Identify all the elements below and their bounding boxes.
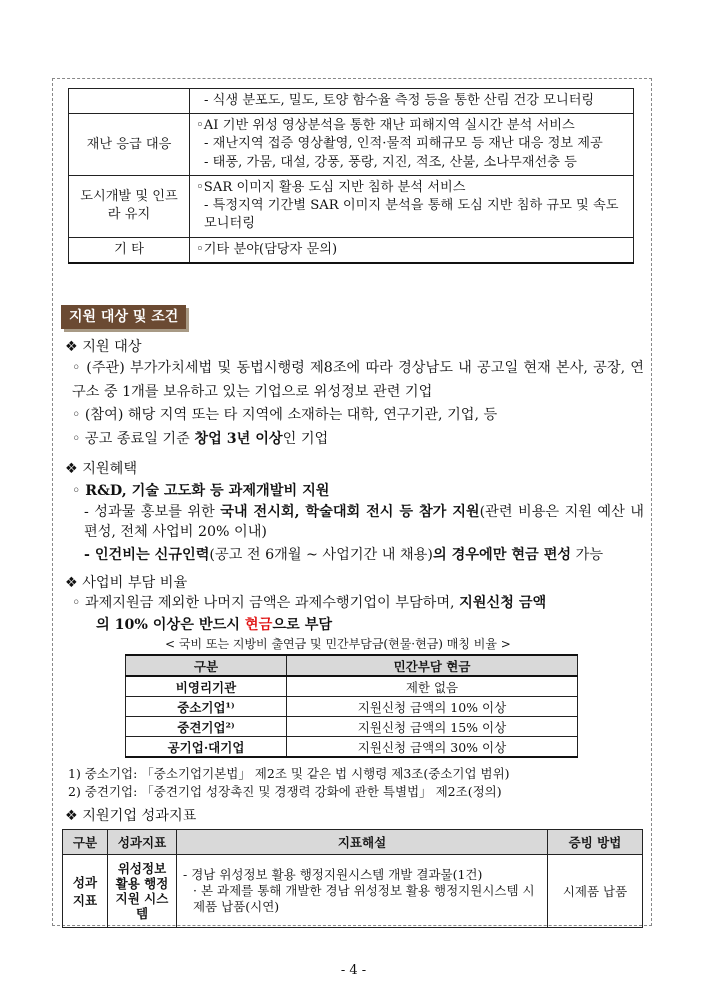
table-cell: 지원신청 금액의 10% 이상: [287, 697, 578, 717]
text: 인 기업: [282, 431, 329, 447]
service-table: [68, 88, 634, 264]
table-cell: 비영리기관: [126, 676, 287, 697]
description-line: - 재난지역 접증 영상촬영, 인적·물적 피해규모 등 재난 대응 정보 제공: [204, 136, 603, 152]
text-bold: 의 10% 이상은 반드시: [96, 617, 245, 633]
target-item-3: [72, 428, 328, 448]
matching-ratio-table: [125, 654, 578, 758]
text: ◦ 공고 종료일 기준: [72, 431, 195, 447]
text-bold: 의 경우에만 현금 편성: [432, 547, 572, 563]
text: ◦ 과제지원금 제외한 나머지 금액은 과제수행기업이 부담하며,: [72, 595, 460, 611]
header-cell: 민간부담 현금: [287, 655, 578, 676]
benefit-item-1: ◦ R&D, 기술 고도화 등 과제개발비 지원: [72, 483, 330, 499]
description-line: ◦AI 기반 위성 영상분석을 통한 재난 피해지역 실시간 분석 서비스: [196, 118, 575, 134]
table-row: [69, 175, 634, 237]
description-line: - 특정지역 기간별 SAR 이미지 분석을 통해 도심 지반 침하 규모 및 속도 모니터링: [204, 198, 619, 232]
table-cell: 제한 없음: [287, 676, 578, 697]
benefit-heading: ❖ 지원혜택: [65, 461, 138, 477]
header-cell: 성과지표: [108, 830, 177, 855]
table-row: [126, 717, 578, 737]
description-line: ◦SAR 이미지 활용 도심 지반 침하 분석 서비스: [196, 179, 466, 195]
description-cell: [190, 175, 634, 237]
table-cell: 시제품 납품: [548, 855, 643, 928]
description-line: · 본 과제를 통해 개발한 경남 위성정보 활용 행정지원시스템 시제품 납품(시연): [193, 882, 535, 915]
table-row: [126, 697, 578, 717]
benefit-sub-2: [84, 544, 603, 564]
text: (공고 전 6개월 ~ 사업기간 내 채용): [209, 547, 433, 563]
text-highlight: 현금: [244, 617, 273, 633]
benefit-sub-1: [84, 502, 644, 542]
table-cell: 지원신청 금액의 30% 이상: [287, 737, 578, 758]
cost-line-2: [96, 614, 332, 634]
table-row: [69, 89, 634, 114]
header-cell: 증빙 방법: [548, 830, 643, 855]
category-cell: 도시개발 및 인프라 유지: [69, 175, 190, 237]
footnote-2: 2) 중견기업: 「중견기업 성장촉진 및 경쟁력 강화에 관한 특별법」 제2조(정의): [68, 784, 502, 799]
kpi-table: [62, 829, 643, 928]
description-line: - 태풍, 가뭄, 대설, 강풍, 풍랑, 지진, 적조, 산불, 소나무재선충 등: [204, 154, 577, 170]
table-cell: 성과 지표: [63, 855, 108, 928]
table-cell: 공기업·대기업: [126, 737, 287, 758]
target-item-2: ◦ (참여) 해당 지역 또는 타 지역에 소재하는 대학, 연구기관, 기업, 등: [72, 407, 498, 423]
table-header-row: [126, 655, 578, 676]
table-caption: < 국비 또는 지방비 출연금 및 민간부담금(현물·현금) 매칭 비율 >: [165, 637, 511, 651]
text: 가능: [571, 547, 604, 563]
text: (관련 비용은 지원 예산 내 편성, 전체 사업비 20% 이내): [84, 504, 644, 540]
footnote-1: 1) 중소기업: 「중소기업기본법」 제2조 및 같은 법 시행령 제3조(중소기업 범위): [68, 766, 510, 781]
target-heading: ❖ 지원 대상: [65, 339, 142, 355]
category-cell: [69, 89, 190, 114]
table-row: [63, 855, 643, 928]
text-bold: 지원신청 금액: [459, 595, 547, 611]
text: - 성과물 홍보를 위한: [84, 504, 221, 520]
target-item-1: ◦ (주관) 부가가치세법 및 동법시행령 제8조에 따라 경상남도 내 공고일 현재 본사, 공장, 연구소 중 1개를 보유하고 있는 기업으로 위성정보 관련 기업: [72, 360, 644, 400]
text-bold: - 인건비는 신규인력: [84, 547, 210, 563]
section-title: 지원 대상 및 조건: [61, 305, 186, 329]
table-row: [126, 737, 578, 758]
description-line: - 경남 위성정보 활용 행정지원시스템 개발 결과물(1건): [183, 866, 483, 882]
table-cell: 지원신청 금액의 15% 이상: [287, 717, 578, 737]
table-header-row: [63, 830, 643, 855]
description-cell: [190, 114, 634, 176]
description-cell: [190, 89, 634, 114]
category-cell: 재난 응급 대응: [69, 114, 190, 176]
cost-line-1: [72, 592, 546, 612]
table-cell: 위성정보 활용 행정지원 시스템: [108, 855, 177, 928]
header-cell: 구분: [126, 655, 287, 676]
description-line: ◦기타 분야(담당자 문의): [196, 241, 338, 257]
table-row: [69, 114, 634, 176]
text-bold: 으로 부담: [272, 617, 333, 633]
description-cell: [190, 237, 634, 263]
header-cell: 지표해설: [177, 830, 548, 855]
category-cell: 기 타: [69, 237, 190, 263]
header-cell: 구분: [63, 830, 108, 855]
description-line: - 식생 분포도, 밀도, 토양 함수율 측정 등을 통한 산림 건강 모니터링: [204, 93, 595, 108]
table-cell: 중견기업²⁾: [126, 717, 287, 737]
table-cell: 중소기업¹⁾: [126, 697, 287, 717]
text-bold: 국내 전시회, 학술대회 전시 등 참가 지원: [220, 504, 480, 520]
table-row: [69, 237, 634, 263]
kpi-heading: ❖ 지원기업 성과지표: [65, 808, 197, 824]
page-number: - 4 -: [340, 963, 367, 978]
text-bold: 창업 3년 이상: [194, 431, 283, 447]
cost-heading: ❖ 사업비 부담 비율: [65, 575, 188, 591]
table-row: [126, 676, 578, 697]
table-cell: [177, 855, 548, 928]
